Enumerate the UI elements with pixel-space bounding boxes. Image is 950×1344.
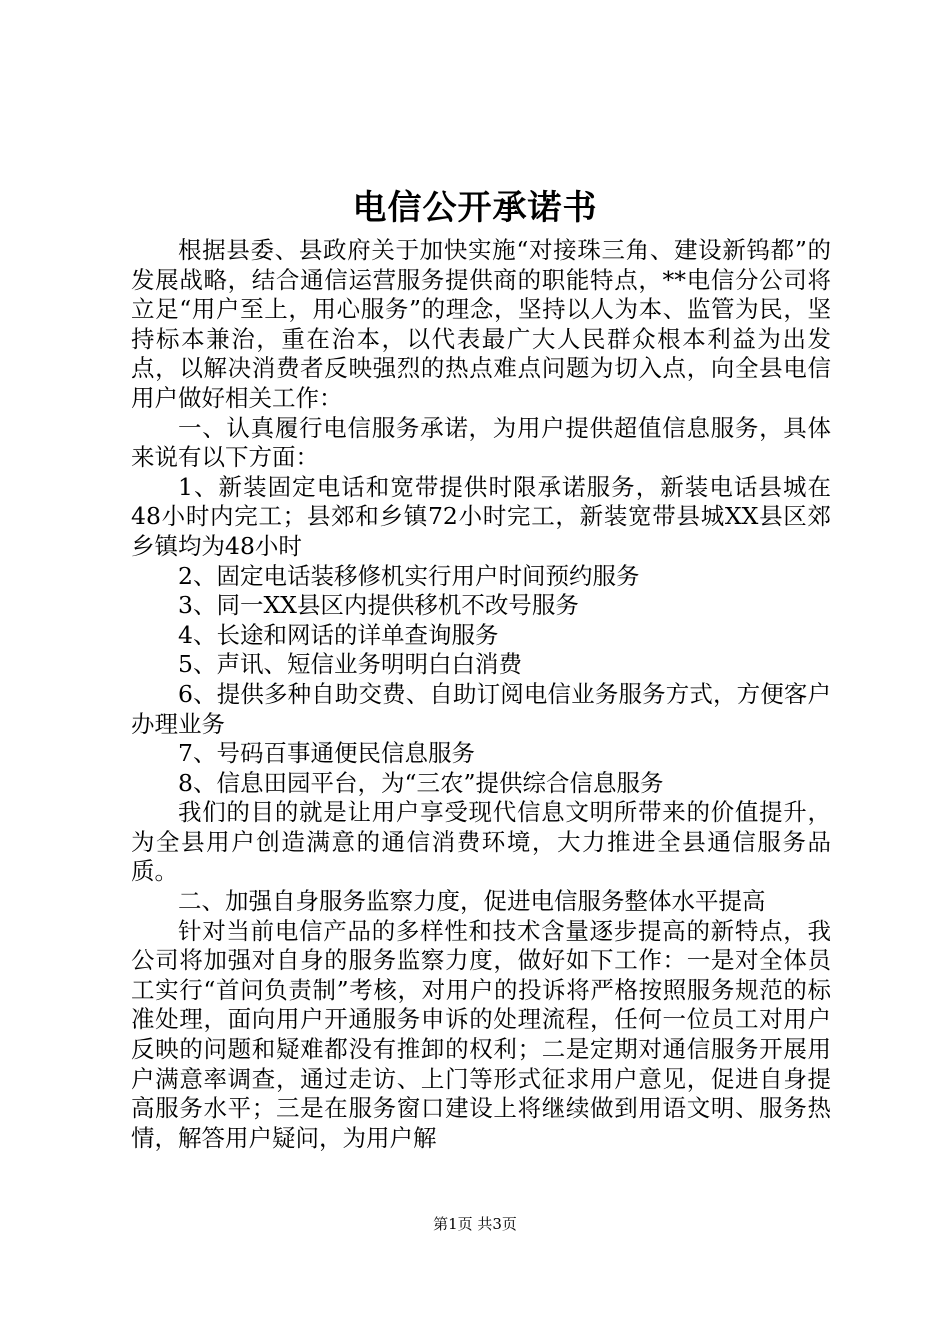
list-item-8: 8、信息田园平台，为“三农”提供综合信息服务 [178,768,664,797]
list-item-4: 4、长途和网话的详单查询服务 [178,620,499,649]
paragraph-intro: 根据县委、县政府关于加快实施“对接珠三角、建设新钨都”的发展战略，结合通信运营服务提供商的职能特点，**电信分公司将立足“用户至上，用心服务”的理念，坚持以人为本、监管为民，坚持标本兼治，重在治本，以代表最广大人民群众根本利益为出发点，以解决消费者反映强烈的热点难点问题为切入点，向全县电信用户做好相关工作： [131,236,831,412]
list-item-3: 3、同一XX县区内提供移机不改号服务 [178,591,579,620]
document-title: 电信公开承诺书 [352,188,598,228]
list-item-6: 6、提供多种自助交费、自助订阅电信业务服务方式，方便客户办理业务 [131,679,831,738]
list-item-7: 7、号码百事通便民信息服务 [178,739,475,768]
paragraph-section-2-body: 针对当前电信产品的多样性和技术含量逐步提高的新特点，我公司将加强对自身的服务监察力度，做好如下工作：一是对全体员工实行“首问负责制”考核，对用户的投诉将严格按照服务规范的标准处理，面向用户开通服务申诉的处理流程，任何一位员工对用户反映的问题和疑难都没有推卸的权利；二是定期对通信服务开展用户满意率调查，通过走访、上门等形式征求用户意见，促进自身提高服务水平；三是在服务窗口建设上将继续做到用语文明、服务热情，解答用户疑问，为用户解 [131,916,831,1152]
paragraph-section-1-heading: 一、认真履行电信服务承诺，为用户提供超值信息服务，具体来说有以下方面： [131,413,831,472]
document-body [131,236,831,1153]
list-item-1: 1、新装固定电话和宽带提供时限承诺服务，新装电话县城在48小时内完工；县郊和乡镇72小时完工，新装宽带县城XX县区郊乡镇均为48小时 [131,472,831,560]
list-item-5: 5、声讯、短信业务明明白白消费 [178,650,522,679]
list-item-2: 2、固定电话装移修机实行用户时间预约服务 [178,561,640,590]
paragraph-goal: 我们的目的就是让用户享受现代信息文明所带来的价值提升，为全县用户创造满意的通信消费环境，大力推进全县通信服务品质。 [131,798,831,886]
page-number: 第1页 共3页 [433,1215,517,1233]
paragraph-section-2-heading: 二、加强自身服务监察力度，促进电信服务整体水平提高 [178,887,766,916]
